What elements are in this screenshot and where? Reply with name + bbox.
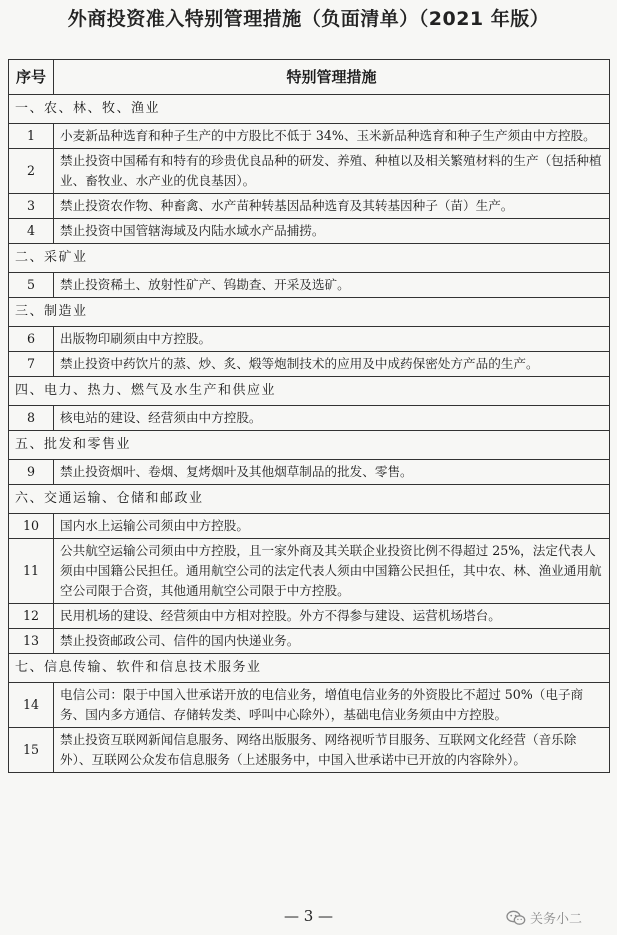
- measure-text: 国内水上运输公司须由中方控股。: [54, 514, 610, 539]
- table-header-row: [9, 60, 610, 95]
- measure-text: 民用机场的建设、经营须由中方相对控股。外方不得参与建设、运营机场塔台。: [54, 604, 610, 629]
- table-row: [9, 629, 610, 654]
- document-title: 外商投资准入特别管理措施（负面清单）（2021 年版）: [67, 8, 550, 30]
- section-heading: 二、采矿业: [9, 244, 610, 273]
- measure-text: 禁止投资农作物、种畜禽、水产苗种转基因品种选育及其转基因种子（苗）生产。: [54, 194, 610, 219]
- header-measure: 特别管理措施: [54, 60, 610, 95]
- watermark-label: 关务小二: [530, 912, 583, 927]
- row-number: 11: [9, 539, 54, 604]
- negative-list-table: [8, 59, 610, 773]
- table-row: [9, 194, 610, 219]
- section-row: [9, 244, 610, 273]
- table-row: [9, 728, 610, 773]
- table-row: [9, 514, 610, 539]
- measure-text: 禁止投资邮政公司、信件的国内快递业务。: [54, 629, 610, 654]
- measure-text: 出版物印刷须由中方控股。: [54, 327, 610, 352]
- page-number: — 3 —: [283, 907, 334, 925]
- table-row: [9, 149, 610, 194]
- table-row: [9, 460, 610, 485]
- row-number: 8: [9, 406, 54, 431]
- section-row: [9, 485, 610, 514]
- measure-text: 电信公司：限于中国入世承诺开放的电信业务，增值电信业务的外资股比不超过 50%（电子商务、国内多方通信、存储转发类、呼叫中心除外），基础电信业务须由中方控股。: [54, 683, 610, 728]
- section-heading: 一、农、林、牧、渔业: [9, 95, 610, 124]
- row-number: 14: [9, 683, 54, 728]
- row-number: 1: [9, 124, 54, 149]
- section-row: [9, 95, 610, 124]
- row-number: 13: [9, 629, 54, 654]
- measure-text: 核电站的建设、经营须由中方控股。: [54, 406, 610, 431]
- section-heading: 三、制造业: [9, 298, 610, 327]
- measure-text: 禁止投资稀土、放射性矿产、钨勘查、开采及选矿。: [54, 273, 610, 298]
- row-number: 2: [9, 149, 54, 194]
- table-row: [9, 273, 610, 298]
- section-row: [9, 298, 610, 327]
- wechat-icon: [506, 910, 526, 926]
- measure-text: 公共航空运输公司须由中方控股，且一家外商及其关联企业投资比例不得超过 25%，法定代表人须由中国籍公民担任。通用航空公司的法定代表人须由中国籍公民担任，其中农、林、渔业通用航空公司限于合资，其他通用航空公司限于中方控股。: [54, 539, 610, 604]
- measure-text: 禁止投资中药饮片的蒸、炒、炙、煅等炮制技术的应用及中成药保密处方产品的生产。: [54, 352, 610, 377]
- table-row: [9, 327, 610, 352]
- row-number: 9: [9, 460, 54, 485]
- row-number: 6: [9, 327, 54, 352]
- section-heading: 六、交通运输、仓储和邮政业: [9, 485, 610, 514]
- table-row: [9, 219, 610, 244]
- section-heading: 七、信息传输、软件和信息技术服务业: [9, 654, 610, 683]
- watermark: [506, 908, 582, 927]
- header-number: 序号: [9, 60, 54, 95]
- section-heading: 四、电力、热力、燃气及水生产和供应业: [9, 377, 610, 406]
- measure-text: 禁止投资烟叶、卷烟、复烤烟叶及其他烟草制品的批发、零售。: [54, 460, 610, 485]
- table-row: [9, 604, 610, 629]
- measure-text: 禁止投资中国稀有和特有的珍贵优良品种的研发、养殖、种植以及相关繁殖材料的生产（包括种植业、畜牧业、水产业的优良基因）。: [54, 149, 610, 194]
- row-number: 10: [9, 514, 54, 539]
- table-row: [9, 406, 610, 431]
- row-number: 15: [9, 728, 54, 773]
- row-number: 12: [9, 604, 54, 629]
- section-row: [9, 377, 610, 406]
- row-number: 7: [9, 352, 54, 377]
- row-number: 4: [9, 219, 54, 244]
- measure-text: 禁止投资互联网新闻信息服务、网络出版服务、网络视听节目服务、互联网文化经营（音乐除外）、互联网公众发布信息服务（上述服务中，中国入世承诺中已开放的内容除外）。: [54, 728, 610, 773]
- table-row: [9, 124, 610, 149]
- measure-text: 小麦新品种选育和种子生产的中方股比不低于 34%、玉米新品种选育和种子生产须由中方控股。: [54, 124, 610, 149]
- row-number: 3: [9, 194, 54, 219]
- table-row: [9, 352, 610, 377]
- section-heading: 五、批发和零售业: [9, 431, 610, 460]
- section-row: [9, 654, 610, 683]
- section-row: [9, 431, 610, 460]
- table-row: [9, 683, 610, 728]
- measure-text: 禁止投资中国管辖海域及内陆水域水产品捕捞。: [54, 219, 610, 244]
- row-number: 5: [9, 273, 54, 298]
- table-row: [9, 539, 610, 604]
